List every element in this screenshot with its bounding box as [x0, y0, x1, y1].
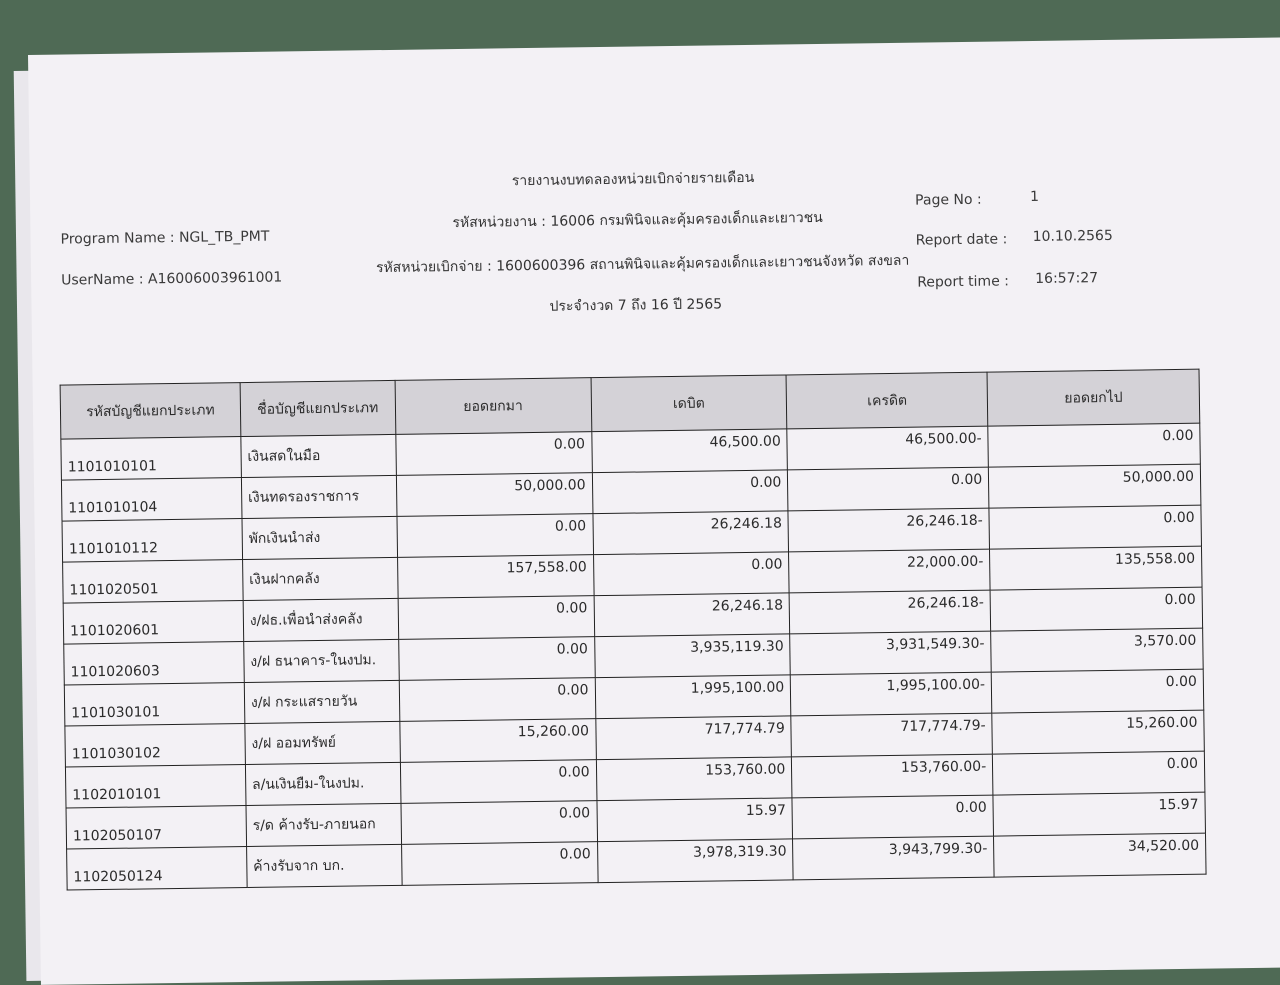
account-name-cell: ล/นเงินยืม-ในงปม.	[245, 762, 400, 805]
report-date-label: Report date :	[915, 231, 1008, 249]
opening-balance-cell: 15,260.00	[400, 719, 596, 763]
closing-balance-cell: 50,000.00	[989, 464, 1201, 508]
program-name: Program Name : NGL_TB_PMT	[60, 228, 270, 248]
trial-balance-table	[60, 369, 1207, 891]
opening-balance-cell: 0.00	[401, 842, 597, 886]
closing-balance-cell: 0.00	[991, 669, 1203, 713]
credit-cell: 26,246.18-	[788, 508, 989, 552]
agency-line: รหัสหน่วยงาน : 16006 กรมพินิจและคุ้มครองเด็กและเยาวชน	[452, 209, 823, 232]
opening-balance-cell: 0.00	[400, 760, 596, 804]
account-name-cell: ร/ด ค้างรับ-ภายนอก	[246, 803, 401, 846]
header-opening-balance: ยอดยกมา	[395, 378, 592, 435]
report-title: รายงานงบทดลองหน่วยเบิกจ่ายรายเดือน	[511, 169, 755, 190]
credit-cell: 1,995,100.00-	[791, 672, 992, 716]
debit-cell: 0.00	[593, 552, 789, 596]
credit-cell: 0.00	[792, 795, 993, 839]
debit-cell: 26,246.18	[592, 511, 788, 555]
credit-cell: 22,000.00-	[789, 549, 990, 593]
opening-balance-cell: 0.00	[401, 801, 597, 845]
debit-cell: 0.00	[592, 470, 788, 514]
account-code-cell: 1101010104	[61, 478, 241, 522]
credit-cell: 0.00	[788, 467, 989, 511]
credit-cell: 26,246.18-	[789, 590, 990, 634]
header-credit: เครดิต	[786, 372, 988, 429]
account-code-cell: 1101030102	[65, 724, 245, 768]
debit-cell: 1,995,100.00	[595, 675, 791, 719]
table-body	[61, 423, 1206, 890]
closing-balance-cell: 0.00	[990, 587, 1202, 631]
header-account-name: ชื่อบัญชีแยกประเภท	[240, 380, 396, 436]
closing-balance-cell: 15.97	[993, 792, 1205, 836]
closing-balance-cell: 135,558.00	[990, 546, 1202, 590]
debit-cell: 15.97	[596, 798, 792, 842]
account-name-cell: เงินทดรองราชการ	[241, 475, 396, 518]
account-name-cell: ง/ฝธ.เพื่อนำส่งคลัง	[243, 598, 398, 641]
account-name-cell: ง/ฝ ออมทรัพย์	[245, 721, 400, 764]
disbursing-unit-line: รหัสหน่วยเบิกจ่าย : 1600600396 สถานพินิจและคุ้มครองเด็กและเยาวชนจังหวัด สงขลา	[375, 252, 910, 277]
account-name-cell: ค้างรับจาก บก.	[246, 844, 401, 887]
account-code-cell: 1101020603	[64, 642, 244, 686]
account-code-cell: 1101020501	[63, 560, 243, 604]
report-time-value: 16:57:27	[1035, 270, 1099, 287]
account-code-cell: 1102050124	[67, 847, 247, 891]
credit-cell: 153,760.00-	[792, 754, 993, 798]
debit-cell: 3,935,119.30	[594, 634, 790, 678]
account-name-cell: เงินสดในมือ	[241, 434, 396, 477]
period-line: ประจำงวด 7 ถึง 16 ปี 2565	[549, 296, 723, 315]
account-code-cell: 1102050107	[66, 806, 246, 850]
account-code-cell: 1102010101	[65, 765, 245, 809]
closing-balance-cell: 0.00	[988, 423, 1200, 467]
report-date-value: 10.10.2565	[1032, 227, 1113, 245]
account-code-cell: 1101020601	[63, 601, 243, 645]
account-name-cell: พักเงินนำส่ง	[242, 516, 397, 559]
debit-cell: 153,760.00	[596, 757, 792, 801]
page-no-value: 1	[1029, 188, 1040, 206]
account-code-cell: 1101010101	[61, 437, 241, 481]
account-name-cell: ง/ฝ ธนาคาร-ในงปม.	[244, 639, 399, 682]
opening-balance-cell: 0.00	[399, 678, 595, 722]
report-time-label: Report time :	[917, 273, 1010, 291]
opening-balance-cell: 0.00	[398, 596, 594, 640]
header-account-code: รหัสบัญชีแยกประเภท	[60, 383, 241, 440]
credit-cell: 3,931,549.30-	[790, 631, 991, 675]
opening-balance-cell: 50,000.00	[396, 473, 592, 517]
username: UserName : A16006003961001	[61, 269, 283, 289]
account-code-cell: 1101010112	[62, 519, 242, 563]
opening-balance-cell: 0.00	[397, 514, 593, 558]
debit-cell: 26,246.18	[594, 593, 790, 637]
credit-cell: 3,943,799.30-	[793, 836, 994, 880]
opening-balance-cell: 0.00	[396, 432, 592, 476]
account-code-cell: 1101030101	[64, 683, 244, 727]
account-name-cell: ง/ฝ กระแสรายวัน	[244, 680, 399, 723]
debit-cell: 3,978,319.30	[597, 839, 793, 883]
closing-balance-cell: 34,520.00	[994, 833, 1206, 877]
opening-balance-cell: 0.00	[398, 637, 594, 681]
account-name-cell: เงินฝากคลัง	[242, 557, 397, 600]
report-sheet	[28, 37, 1280, 985]
header-closing-balance: ยอดยกไป	[987, 369, 1200, 426]
closing-balance-cell: 15,260.00	[992, 710, 1204, 754]
debit-cell: 717,774.79	[595, 716, 791, 760]
closing-balance-cell: 3,570.00	[991, 628, 1203, 672]
closing-balance-cell: 0.00	[993, 751, 1205, 795]
debit-cell: 46,500.00	[591, 429, 787, 473]
page-no-label: Page No :	[915, 191, 982, 209]
closing-balance-cell: 0.00	[989, 505, 1201, 549]
opening-balance-cell: 157,558.00	[397, 555, 593, 599]
credit-cell: 46,500.00-	[787, 426, 988, 470]
credit-cell: 717,774.79-	[791, 713, 992, 757]
header-debit: เดบิต	[591, 375, 788, 432]
